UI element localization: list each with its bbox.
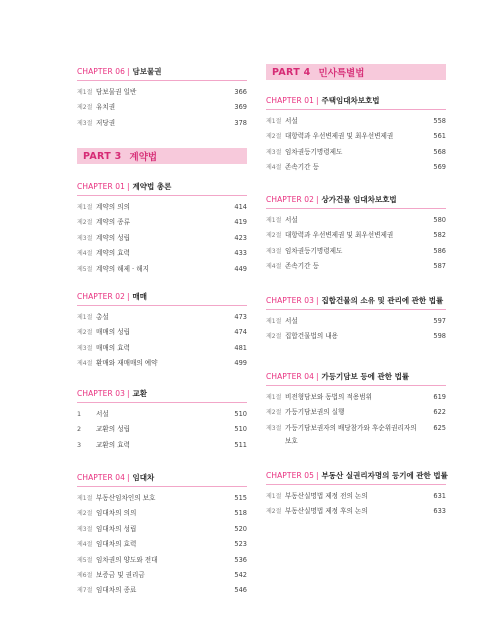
- section-number: 제4절: [77, 360, 93, 368]
- toc-block-condominium: [266, 296, 446, 345]
- toc-block-ch03-exchange: [77, 389, 247, 453]
- toc-row: [77, 85, 247, 100]
- section-number: 1: [77, 410, 82, 418]
- page-number: 378: [234, 118, 247, 127]
- section-list: [266, 213, 446, 275]
- section-number: 제3절: [266, 247, 282, 255]
- section-number: 제1절: [266, 493, 282, 500]
- section-title: 계약의 효력: [96, 249, 130, 258]
- chapter-underline: [77, 80, 247, 81]
- section-list: [266, 314, 446, 345]
- section-title: 계약의 성립: [96, 233, 130, 242]
- section-list: [77, 310, 247, 372]
- section-title: 계약의 종류: [96, 218, 130, 227]
- section-title: 가등기담보권의 실행: [285, 408, 345, 417]
- page-number: 598: [433, 332, 446, 341]
- chapter-separator: |: [316, 471, 319, 480]
- toc-block-commercial-lease: [266, 195, 446, 275]
- section-number: 2: [77, 425, 82, 434]
- section-title: 대항력과 우선변제권 및 최우선변제권: [285, 231, 394, 240]
- page-number: 433: [234, 249, 247, 258]
- page-number: 520: [234, 524, 247, 533]
- toc-row: [266, 114, 446, 129]
- page-number: 561: [433, 132, 446, 141]
- section-list: [266, 390, 446, 448]
- section-number: 제2절: [266, 409, 282, 417]
- section-number: 제6절: [77, 572, 93, 580]
- part-name: 계약법: [129, 152, 158, 163]
- toc-row: [77, 537, 247, 552]
- page-number: 474: [234, 328, 247, 337]
- page-number: 568: [433, 147, 446, 156]
- section-number: 제2절: [77, 104, 93, 112]
- page-number: 569: [433, 163, 446, 172]
- chapter-underline: [77, 402, 247, 403]
- section-number: 제3절: [266, 424, 282, 432]
- toc-row: [77, 262, 247, 277]
- chapter-title: 주택임대차보호법: [321, 96, 380, 105]
- section-title: 임대차의 성립: [96, 524, 137, 533]
- section-title: 매매의 성립: [96, 328, 130, 337]
- section-number: 제1절: [77, 204, 93, 211]
- toc-row: [266, 145, 446, 160]
- section-list: [77, 85, 247, 131]
- section-list: [266, 489, 446, 520]
- page-number: 542: [234, 571, 247, 580]
- section-number: 제2절: [266, 333, 282, 341]
- section-number: 제3절: [77, 119, 93, 127]
- section-title: 존속기간 등: [285, 163, 319, 172]
- chapter-title: 계약법 총론: [132, 182, 172, 191]
- chapter-separator: |: [316, 296, 319, 305]
- toc-block-real-name-registration: [266, 471, 446, 520]
- chapter-underline: [266, 484, 446, 485]
- page-number: 511: [234, 440, 247, 449]
- page-number: 580: [433, 216, 446, 224]
- chapter-underline: [266, 385, 446, 386]
- chapter-title: 임대차: [132, 473, 155, 482]
- chapter-title: 상가건물 임대차보호법: [321, 195, 397, 204]
- page-number: 587: [433, 262, 446, 271]
- chapter-heading: [266, 471, 446, 481]
- toc-row: [266, 504, 446, 519]
- toc-block-ch01-contract: [77, 182, 247, 277]
- toc-block-ch02-sale: [77, 292, 247, 372]
- chapter-label: CHAPTER 04: [77, 473, 125, 482]
- page-number: 597: [433, 317, 446, 325]
- section-number: 제4절: [266, 263, 282, 271]
- chapter-label: CHAPTER 01: [77, 182, 125, 191]
- toc-row: [266, 489, 446, 504]
- section-title: 임차권등기명령제도: [285, 147, 343, 156]
- section-number: 제2절: [77, 510, 93, 518]
- chapter-title: 집합건물의 소유 및 관리에 관한 법률: [321, 296, 444, 305]
- chapter-heading: [77, 182, 247, 192]
- section-title: 임대차의 의의: [96, 509, 137, 518]
- section-number: 제3절: [77, 525, 93, 533]
- chapter-title: 교환: [132, 389, 148, 398]
- section-title: 총설: [96, 313, 109, 321]
- section-number: 제4절: [77, 250, 93, 258]
- toc-row: [77, 215, 247, 230]
- part-number: PART 4: [272, 66, 311, 78]
- chapter-label: CHAPTER 03: [77, 389, 125, 398]
- section-number: 제1절: [266, 394, 282, 401]
- page-number: 366: [234, 88, 247, 96]
- chapter-title: 가등기담보 등에 관한 법률: [321, 372, 410, 381]
- section-number: 제1절: [77, 89, 93, 96]
- section-number: 제2절: [266, 508, 282, 516]
- chapter-label: CHAPTER 04: [266, 372, 314, 381]
- toc-row: [77, 568, 247, 583]
- toc-row: [266, 244, 446, 259]
- chapter-heading: [77, 473, 247, 483]
- section-number: 제1절: [77, 495, 93, 502]
- section-number: 제3절: [77, 344, 93, 352]
- toc-row: [77, 200, 247, 215]
- page-number: 510: [234, 410, 247, 418]
- section-title: 보증금 및 권리금: [96, 571, 145, 580]
- section-title: 집합건물법의 내용: [285, 332, 339, 341]
- section-number: 제5절: [77, 265, 93, 273]
- section-title: 유치권: [96, 103, 116, 112]
- page-number: 625: [433, 423, 446, 432]
- page-number: 633: [433, 507, 446, 516]
- section-number: 제2절: [77, 219, 93, 227]
- chapter-separator: |: [127, 389, 130, 398]
- page-number: 369: [234, 103, 247, 112]
- page-number: 481: [234, 343, 247, 352]
- toc-block-ch06-security: [77, 67, 247, 131]
- toc-row: [266, 129, 446, 144]
- chapter-separator: |: [127, 473, 130, 482]
- page-number: 523: [234, 540, 247, 549]
- page-number: 586: [433, 246, 446, 255]
- toc-row: [266, 405, 446, 420]
- toc-row: [77, 100, 247, 115]
- chapter-heading: [77, 389, 247, 399]
- section-title: 부동산실명법 제정 전의 논의: [285, 492, 368, 500]
- chapter-heading: [77, 292, 247, 302]
- chapter-heading: [77, 67, 247, 77]
- chapter-separator: |: [316, 195, 319, 204]
- section-list: [77, 491, 247, 599]
- page-number: 536: [234, 555, 247, 564]
- toc-block-housing-lease: [266, 96, 446, 176]
- toc-row: [266, 213, 446, 228]
- section-title: 대항력과 우선변제권 및 최우선변제권: [285, 132, 394, 141]
- section-title: 비전형담보와 동법의 적용범위: [285, 393, 372, 401]
- toc-row: [77, 522, 247, 537]
- section-number: 제2절: [266, 232, 282, 240]
- section-title: 계약의 해제 · 해지: [96, 264, 149, 273]
- page-number: 499: [234, 359, 247, 368]
- chapter-heading: [266, 296, 446, 306]
- chapter-title: 부동산 실권리자명의 등기에 관한 법률: [321, 471, 448, 480]
- chapter-heading: [266, 96, 446, 106]
- chapter-label: CHAPTER 01: [266, 96, 314, 105]
- chapter-underline: [77, 486, 247, 487]
- section-number: 제4절: [77, 541, 93, 549]
- page-number: 473: [234, 313, 247, 321]
- toc-row: [266, 314, 446, 329]
- section-list: [77, 407, 247, 453]
- toc-block-ch04-lease: [77, 473, 247, 599]
- chapter-label: CHAPTER 02: [77, 292, 125, 301]
- section-number: 제3절: [266, 148, 282, 156]
- section-title: 임대차의 효력: [96, 540, 137, 549]
- section-title: 환매와 재매매의 예약: [96, 359, 158, 368]
- toc-row: [77, 506, 247, 521]
- toc-row: [266, 228, 446, 243]
- section-number: 제3절: [77, 234, 93, 242]
- chapter-title: 담보물권: [132, 67, 162, 76]
- section-number: 제1절: [266, 318, 282, 325]
- section-title: 저당권: [96, 118, 116, 127]
- toc-row: [266, 160, 446, 175]
- page-number: 515: [234, 494, 247, 502]
- chapter-label: CHAPTER 03: [266, 296, 314, 305]
- chapter-separator: |: [316, 372, 319, 381]
- chapter-heading: [266, 372, 446, 382]
- chapter-underline: [266, 109, 446, 110]
- toc-row: [77, 491, 247, 506]
- page-number: 582: [433, 231, 446, 240]
- section-title: 임대차의 종료: [96, 586, 137, 595]
- section-title: 가등기담보권자의 배당참가와 후순위권리자의 보호: [285, 423, 417, 445]
- toc-row: [77, 231, 247, 246]
- toc-row: [77, 422, 247, 437]
- chapter-underline: [266, 309, 446, 310]
- section-title: 서설: [285, 216, 298, 224]
- page-number: 414: [234, 203, 247, 211]
- chapter-underline: [266, 208, 446, 209]
- section-number: 3: [77, 440, 82, 449]
- section-number: 제4절: [266, 164, 282, 172]
- toc-row: [266, 329, 446, 344]
- section-number: 제2절: [77, 329, 93, 337]
- chapter-separator: |: [127, 182, 130, 191]
- toc-row: [77, 583, 247, 598]
- chapter-heading: [266, 195, 446, 205]
- section-list: [266, 114, 446, 176]
- toc-row: [77, 116, 247, 131]
- section-number: 제1절: [77, 314, 93, 321]
- page-number: 546: [234, 586, 247, 595]
- chapter-title: 매매: [132, 292, 148, 301]
- page-number: 631: [433, 492, 446, 500]
- section-number: 제5절: [77, 556, 93, 564]
- chapter-label: CHAPTER 02: [266, 195, 314, 204]
- page-number: 449: [234, 264, 247, 273]
- toc-row: [77, 553, 247, 568]
- toc-row: [266, 390, 446, 405]
- section-number: 제2절: [266, 133, 282, 141]
- section-list: [77, 200, 247, 277]
- toc-row: [266, 259, 446, 274]
- page-number: 423: [234, 233, 247, 242]
- section-title: 임차권의 양도와 전대: [96, 555, 158, 564]
- toc-row: [77, 325, 247, 340]
- toc-row: [77, 246, 247, 261]
- section-title: 서설: [285, 317, 298, 325]
- toc-block-provisional-registration: [266, 372, 446, 448]
- chapter-label: CHAPTER 05: [266, 471, 314, 480]
- chapter-underline: [77, 305, 247, 306]
- toc-row: [77, 438, 247, 453]
- page-number: 558: [433, 117, 446, 125]
- section-title: 존속기간 등: [285, 262, 319, 271]
- chapter-separator: |: [127, 292, 130, 301]
- part-name: 민사특별법: [318, 68, 365, 79]
- section-number: 제7절: [77, 587, 93, 595]
- page-number: 619: [433, 393, 446, 401]
- section-title: 교환의 효력: [96, 440, 130, 449]
- chapter-separator: |: [316, 96, 319, 105]
- section-title: 서설: [285, 117, 298, 125]
- section-title: 담보물권 일반: [96, 88, 137, 96]
- chapter-underline: [77, 195, 247, 196]
- section-title: 서설: [96, 410, 109, 418]
- page-number: 622: [433, 408, 446, 417]
- section-number: 제1절: [266, 217, 282, 224]
- page-number: 419: [234, 218, 247, 227]
- section-title: 계약의 의의: [96, 203, 130, 211]
- chapter-separator: |: [127, 67, 130, 76]
- section-title: 교환의 성립: [96, 425, 130, 434]
- section-title: 매매의 효력: [96, 343, 130, 352]
- page-number: 518: [234, 509, 247, 518]
- section-title: 부동산실명법 제정 후의 논의: [285, 507, 368, 516]
- toc-row: [266, 421, 446, 448]
- toc-row: [77, 310, 247, 325]
- section-title: 부동산임차인의 보호: [96, 494, 156, 502]
- page-number: 510: [234, 425, 247, 434]
- section-number: 제1절: [266, 118, 282, 125]
- chapter-label: CHAPTER 06: [77, 67, 125, 76]
- toc-row: [77, 356, 247, 371]
- part-3-bar: [77, 148, 247, 164]
- toc-row: [77, 407, 247, 422]
- toc-row: [77, 341, 247, 356]
- part-4-bar: [266, 64, 446, 80]
- section-title: 임차권등기명령제도: [285, 246, 343, 255]
- part-number: PART 3: [83, 150, 122, 162]
